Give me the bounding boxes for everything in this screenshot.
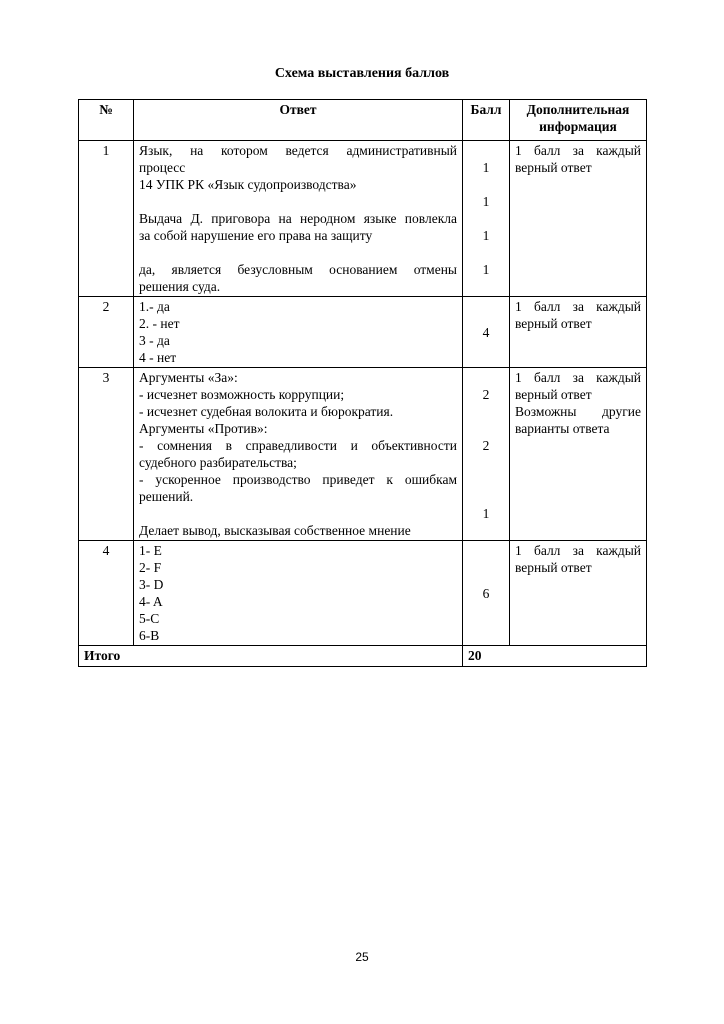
answer-line: 3 - да <box>139 333 170 348</box>
header-info: Дополнительная информация <box>510 100 647 141</box>
answer-line: - ускоренное производство приведет к ошибкам <box>139 472 457 487</box>
table-row <box>79 541 647 646</box>
answer-line: 14 УПК РК «Язык судопроизводства» <box>139 177 357 192</box>
header-answer: Ответ <box>134 100 463 141</box>
table-header-row <box>79 100 647 141</box>
points-value: 1 <box>482 194 490 209</box>
row-answer <box>134 541 463 646</box>
info-text: 1 балл за каждый верный ответ <box>515 543 641 575</box>
answer-line: 1- E <box>139 543 162 558</box>
answer-line: Выдача Д. приговора на неродном языке повлекла <box>139 211 457 226</box>
answer-line: 4- A <box>139 594 163 609</box>
answer-line: да, является безусловным основанием отмены <box>139 262 457 277</box>
answer-line: 2- F <box>139 560 162 575</box>
row-answer <box>134 368 463 541</box>
points-value: 1 <box>482 262 490 277</box>
answer-line: 4 - нет <box>139 350 177 365</box>
row-points <box>463 141 510 297</box>
points-value: 4 <box>482 324 490 340</box>
points-value: 1 <box>482 160 490 175</box>
info-text-extra: Возможны другие варианты ответа <box>515 404 641 436</box>
info-text: 1 балл за каждый верный ответ <box>515 143 641 175</box>
answer-line: решения суда. <box>139 279 221 294</box>
answer-line: 6-B <box>139 628 160 643</box>
row-info <box>510 297 647 368</box>
header-num: № <box>79 100 134 141</box>
answer-line: решений. <box>139 489 194 504</box>
total-label: Итого <box>79 646 463 667</box>
row-answer <box>134 141 463 297</box>
points-value: 1 <box>482 228 490 243</box>
answer-line: Язык, на котором ведется административный <box>139 143 457 158</box>
info-text: 1 балл за каждый верный ответ <box>515 299 641 331</box>
info-text: 1 балл за каждый верный ответ <box>515 370 641 402</box>
row-info <box>510 368 647 541</box>
answer-line: Аргументы «Против»: <box>139 421 268 436</box>
answer-line: 5-C <box>139 611 160 626</box>
header-points: Балл <box>463 100 510 141</box>
answer-line: Делает вывод, высказывая собственное мнение <box>139 523 411 538</box>
scoring-table <box>78 99 647 667</box>
row-answer <box>134 297 463 368</box>
answer-line: Аргументы «За»: <box>139 370 238 385</box>
answer-line: - исчезнет возможность коррупции; <box>139 387 345 402</box>
row-points <box>463 297 510 368</box>
answer-line: 3- D <box>139 577 164 592</box>
row-info <box>510 141 647 297</box>
row-num: 4 <box>79 541 134 646</box>
answer-line: 2. - нет <box>139 316 180 331</box>
row-points <box>463 368 510 541</box>
answer-line: 1.- да <box>139 299 170 314</box>
total-row <box>79 646 647 667</box>
points-value: 1 <box>482 506 490 521</box>
points-value: 6 <box>482 585 490 601</box>
row-points <box>463 541 510 646</box>
row-info <box>510 541 647 646</box>
answer-line: - исчезнет судебная волокита и бюрократия. <box>139 404 394 419</box>
total-value: 20 <box>463 646 647 667</box>
table-row <box>79 297 647 368</box>
row-num: 1 <box>79 141 134 297</box>
row-num: 2 <box>79 297 134 368</box>
page-title: Схема выставления баллов <box>274 66 450 81</box>
points-value: 2 <box>482 438 490 453</box>
answer-line: за собой нарушение его права на защиту <box>139 228 373 243</box>
answer-line: процесс <box>139 160 186 175</box>
points-value: 2 <box>482 387 490 402</box>
row-num: 3 <box>79 368 134 541</box>
table-row <box>79 368 647 541</box>
page-number: 25 <box>355 950 369 964</box>
table-row <box>79 141 647 297</box>
answer-line: - сомнения в справедливости и объективности <box>139 438 457 453</box>
answer-line: судебного разбирательства; <box>139 455 297 470</box>
